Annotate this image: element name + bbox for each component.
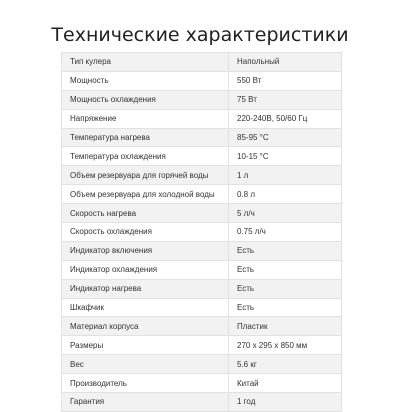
spec-key: Индикатор охлаждения [62, 260, 229, 279]
spec-key: Гарантия [62, 393, 229, 412]
specs-table [61, 52, 342, 412]
spec-key: Индикатор включения [62, 241, 229, 260]
spec-key: Тип кулера [62, 53, 229, 72]
spec-row [62, 223, 342, 242]
spec-value: Есть [229, 279, 342, 298]
spec-row [62, 336, 342, 355]
spec-key: Материал корпуса [62, 317, 229, 336]
spec-key: Напряжение [62, 109, 229, 128]
spec-value: 1 год [229, 393, 342, 412]
spec-value: 1 л [229, 166, 342, 185]
spec-key: Производитель [62, 374, 229, 393]
specs-table-body [62, 53, 342, 412]
spec-row [62, 279, 342, 298]
spec-key: Скорость охлаждения [62, 223, 229, 242]
spec-key: Скорость нагрева [62, 204, 229, 223]
spec-key: Вес [62, 355, 229, 374]
spec-row [62, 90, 342, 109]
spec-value: 85-95 °С [229, 128, 342, 147]
spec-key: Объем резервуара для холодной воды [62, 185, 229, 204]
spec-row [62, 374, 342, 393]
spec-value: Напольный [229, 53, 342, 72]
spec-row [62, 53, 342, 72]
spec-value: 220-240В, 50/60 Гц [229, 109, 342, 128]
spec-row [62, 71, 342, 90]
spec-value: Есть [229, 260, 342, 279]
spec-value: Есть [229, 241, 342, 260]
spec-value: Есть [229, 298, 342, 317]
spec-key: Размеры [62, 336, 229, 355]
spec-value: 5.6 кг [229, 355, 342, 374]
spec-row [62, 128, 342, 147]
spec-value: 5 л/ч [229, 204, 342, 223]
spec-row [62, 185, 342, 204]
spec-row [62, 241, 342, 260]
spec-row [62, 260, 342, 279]
spec-value: 75 Вт [229, 90, 342, 109]
spec-row [62, 355, 342, 374]
spec-key: Объем резервуара для горячей воды [62, 166, 229, 185]
spec-row [62, 204, 342, 223]
spec-row [62, 298, 342, 317]
spec-value: 270 x 295 x 850 мм [229, 336, 342, 355]
spec-value: Китай [229, 374, 342, 393]
spec-row [62, 317, 342, 336]
spec-row [62, 147, 342, 166]
spec-row [62, 109, 342, 128]
spec-row [62, 166, 342, 185]
spec-key: Температура нагрева [62, 128, 229, 147]
spec-key: Мощность охлаждения [62, 90, 229, 109]
spec-value: Пластик [229, 317, 342, 336]
page-title: Технические характеристики [51, 23, 349, 46]
spec-value: 550 Вт [229, 71, 342, 90]
spec-key: Шкафчик [62, 298, 229, 317]
spec-key: Индикатор нагрева [62, 279, 229, 298]
spec-row [62, 393, 342, 412]
spec-value: 0.8 л [229, 185, 342, 204]
spec-key: Мощность [62, 71, 229, 90]
spec-value: 10-15 °С [229, 147, 342, 166]
spec-key: Температура охлаждения [62, 147, 229, 166]
spec-value: 0.75 л/ч [229, 223, 342, 242]
